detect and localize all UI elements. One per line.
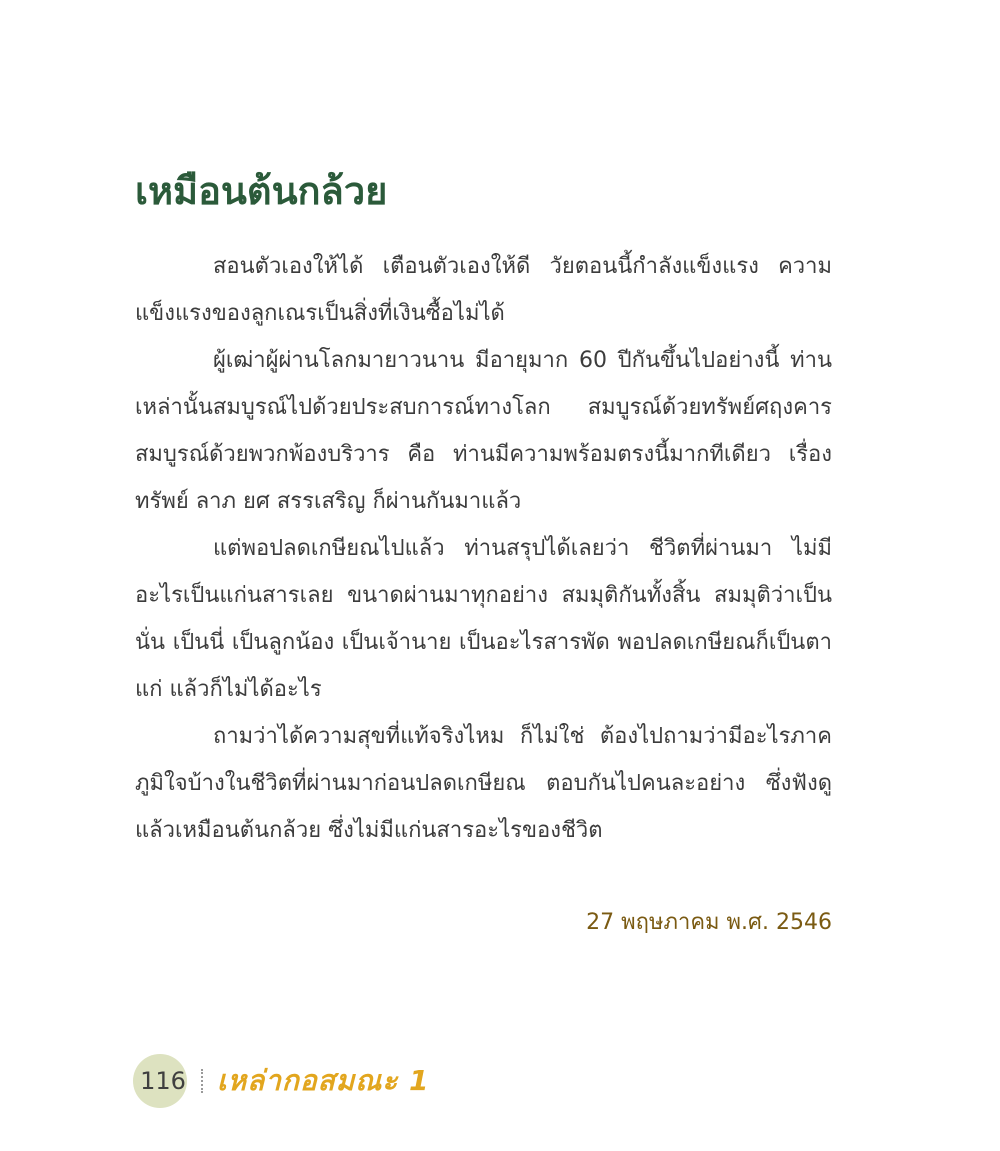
chapter-body [135, 243, 832, 854]
paragraph-3: แต่พอปลดเกษียณไปแล้ว ท่านสรุปได้เลยว่า ชีวิตที่ผ่านมา ไม่มีอะไรเป็นแก่นสารเลย ขนาดผ่านมาทุกอย่าง สมมุติกันทั้งสิ้น สมมุติว่าเป็นนั่น เป็นนี่ เป็นลูกน้อง เป็นเจ้านาย เป็นอะไรสารพัด พอปลดเกษียณก็เป็นตาแก่ แล้วก็ไม่ได้อะไร [135, 536, 832, 702]
paragraph-1: สอนตัวเองให้ได้ เตือนตัวเองให้ดี วัยตอนนี้กำลังแข็งแรง ความแข็งแรงของลูกเณรเป็นสิ่งที่เงินซื้อไม่ได้ [135, 254, 832, 326]
page-number: 116 [140, 1067, 186, 1095]
book-title: เหล่ากอสมณะ 1 [217, 1064, 430, 1097]
page-footer [133, 1054, 429, 1108]
chapter-date: 27 พฤษภาคม พ.ศ. 2546 [586, 910, 832, 935]
page-number-badge [133, 1054, 187, 1108]
footer-divider [201, 1069, 203, 1093]
paragraph-2: ผู้เฒ่าผู้ผ่านโลกมายาวนาน มีอายุมาก 60 ปีกันขึ้นไปอย่างนี้ ท่านเหล่านั้นสมบูรณ์ไปด้วยประสบการณ์ทางโลก สมบูรณ์ด้วยทรัพย์ศฤงคาร สมบูรณ์ด้วยพวกพ้องบริวาร คือ ท่านมีความพร้อมตรงนี้มากทีเดียว เรื่องทรัพย์ ลาภ ยศ สรรเสริญ ก็ผ่านกันมาแล้ว [135, 348, 832, 514]
paragraph-4: ถามว่าได้ความสุขที่แท้จริงไหม ก็ไม่ใช่ ต้องไปถามว่ามีอะไรภาคภูมิใจบ้างในชีวิตที่ผ่านมาก่อนปลดเกษียณ ตอบกันไปคนละอย่าง ซึ่งฟังดูแล้วเหมือนต้นกล้วย ซึ่งไม่มีแก่นสารอะไรของชีวิต [135, 724, 832, 843]
chapter-title: เหมือนต้นกล้วย [135, 169, 388, 213]
